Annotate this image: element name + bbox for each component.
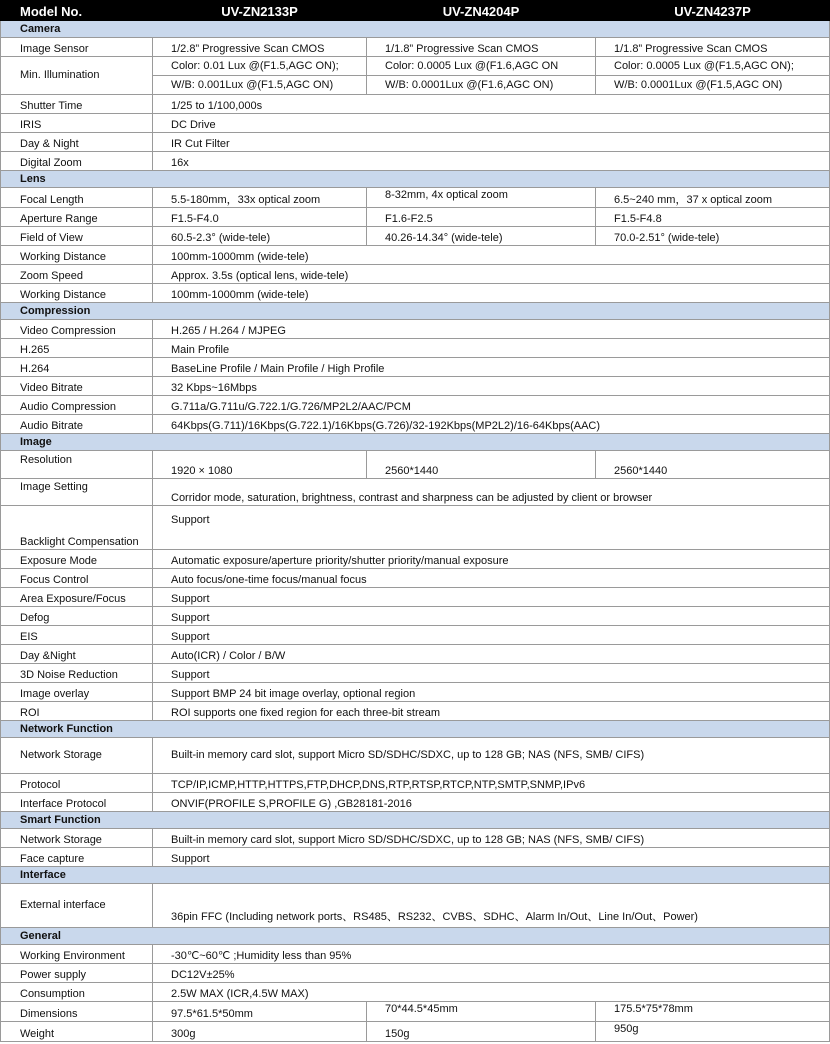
row-value: G.711a/G.711u/G.722.1/G.726/MP2L2/AAC/PCM <box>153 396 830 415</box>
table-row <box>1 550 830 569</box>
row-label: Min. Illumination <box>1 57 153 95</box>
model-no-label: Model No. <box>1 1 153 21</box>
section-general <box>1 928 830 945</box>
row-value: 70*44.5*45mm <box>367 1002 596 1022</box>
row-label: Focus Control <box>1 569 153 588</box>
row-label: H.264 <box>1 358 153 377</box>
row-label: ROI <box>1 702 153 721</box>
table-row <box>1 415 830 434</box>
row-value: ONVIF(PROFILE S,PROFILE G) ,GB28181-2016 <box>153 793 830 812</box>
section-image <box>1 434 830 451</box>
row-label: Dimensions <box>1 1002 153 1022</box>
row-value: Color: 0.01 Lux @(F1.5,AGC ON); <box>153 57 367 76</box>
row-label: Area Exposure/Focus <box>1 588 153 607</box>
row-label: Protocol <box>1 774 153 793</box>
section-title: General <box>1 928 830 945</box>
table-row <box>1 358 830 377</box>
row-value: 2560*1440 <box>596 451 830 479</box>
row-value: 60.5-2.3° (wide-tele) <box>153 227 367 246</box>
table-row <box>1 1002 830 1022</box>
row-value: Support <box>153 664 830 683</box>
row-value: 2.5W MAX (ICR,4.5W MAX) <box>153 983 830 1002</box>
section-lens <box>1 171 830 188</box>
row-value: ROI supports one fixed region for each three-bit stream <box>153 702 830 721</box>
table-row <box>1 246 830 265</box>
row-label: Day &Night <box>1 645 153 664</box>
row-value: Support <box>153 626 830 645</box>
table-row <box>1 284 830 303</box>
row-value: DC Drive <box>153 114 830 133</box>
row-label: Face capture <box>1 848 153 867</box>
row-value: 1/1.8” Progressive Scan CMOS <box>596 38 830 57</box>
row-value: TCP/IP,ICMP,HTTP,HTTPS,FTP,DHCP,DNS,RTP,RTSP,RTCP,NTP,SMTP,SNMP,IPv6 <box>153 774 830 793</box>
model-name: UV-ZN4237P <box>596 1 830 21</box>
row-value: Corridor mode, saturation, brightness, contrast and sharpness can be adjusted by client or browser <box>153 479 830 506</box>
table-row <box>1 133 830 152</box>
row-label: 3D Noise Reduction <box>1 664 153 683</box>
row-value: 150g <box>367 1022 596 1042</box>
row-label: Field of View <box>1 227 153 246</box>
row-label: Audio Compression <box>1 396 153 415</box>
table-row <box>1 702 830 721</box>
row-label: Image Sensor <box>1 38 153 57</box>
section-title: Smart Function <box>1 812 830 829</box>
row-value: F1.5-F4.0 <box>153 208 367 227</box>
row-value: 950g <box>596 1022 830 1042</box>
row-value: Main Profile <box>153 339 830 358</box>
table-row <box>1 683 830 702</box>
row-value: 16x <box>153 152 830 171</box>
table-row <box>1 188 830 208</box>
row-value: 100mm-1000mm (wide-tele) <box>153 246 830 265</box>
row-label: Working Environment <box>1 945 153 964</box>
table-row <box>1 339 830 358</box>
row-value: 100mm-1000mm (wide-tele) <box>153 284 830 303</box>
row-label: Exposure Mode <box>1 550 153 569</box>
table-row <box>1 208 830 227</box>
row-value: 8-32mm, 4x optical zoom <box>367 188 596 208</box>
row-value: 2560*1440 <box>367 451 596 479</box>
row-label: Weight <box>1 1022 153 1042</box>
row-value: 175.5*75*78mm <box>596 1002 830 1022</box>
row-value: Auto(ICR) / Color / B/W <box>153 645 830 664</box>
row-label: Resolution <box>1 451 153 479</box>
table-row <box>1 829 830 848</box>
section-title: Camera <box>1 21 830 38</box>
row-value: 1/1.8” Progressive Scan CMOS <box>367 38 596 57</box>
table-row <box>1 588 830 607</box>
table-row <box>1 451 830 479</box>
row-label: Video Compression <box>1 320 153 339</box>
row-label: Network Storage <box>1 829 153 848</box>
table-row <box>1 848 830 867</box>
table-row <box>1 645 830 664</box>
row-value: 1/25 to 1/100,000s <box>153 95 830 114</box>
row-label: Digital Zoom <box>1 152 153 171</box>
row-value: W/B: 0.0001Lux @(F1.6,AGC ON) <box>367 76 596 95</box>
row-value: Support BMP 24 bit image overlay, optional region <box>153 683 830 702</box>
row-value: Support <box>153 506 830 550</box>
row-value: Built-in memory card slot, support Micro SD/SDHC/SDXC, up to 128 GB; NAS (NFS, SMB/ CIFS) <box>153 738 830 774</box>
row-label: Aperture Range <box>1 208 153 227</box>
row-value: Support <box>153 588 830 607</box>
row-value: 1/2.8” Progressive Scan CMOS <box>153 38 367 57</box>
header-row <box>1 1 830 21</box>
row-value: Support <box>153 848 830 867</box>
table-row <box>1 506 830 550</box>
row-value: F1.6-F2.5 <box>367 208 596 227</box>
row-label: Working Distance <box>1 246 153 265</box>
row-value: DC12V±25% <box>153 964 830 983</box>
section-compression <box>1 303 830 320</box>
table-row <box>1 983 830 1002</box>
row-value: BaseLine Profile / Main Profile / High Profile <box>153 358 830 377</box>
row-label: Shutter Time <box>1 95 153 114</box>
row-value: 97.5*61.5*50mm <box>153 1002 367 1022</box>
row-label: Power supply <box>1 964 153 983</box>
table-row <box>1 664 830 683</box>
row-label: Consumption <box>1 983 153 1002</box>
row-value: 32 Kbps~16Mbps <box>153 377 830 396</box>
row-value: 5.5-180mm，33x optical zoom <box>153 188 367 208</box>
row-value: 64Kbps(G.711)/16Kbps(G.722.1)/16Kbps(G.726)/32-192Kbps(MP2L2)/16-64Kbps(AAC) <box>153 415 830 434</box>
row-label: Defog <box>1 607 153 626</box>
table-row <box>1 396 830 415</box>
section-network <box>1 721 830 738</box>
section-title: Compression <box>1 303 830 320</box>
row-value: H.265 / H.264 / MJPEG <box>153 320 830 339</box>
row-label: Network Storage <box>1 738 153 774</box>
table-row <box>1 320 830 339</box>
row-value: 6.5~240 mm，37 x optical zoom <box>596 188 830 208</box>
row-value: 1920 × 1080 <box>153 451 367 479</box>
row-value: W/B: 0.001Lux @(F1.5,AGC ON) <box>153 76 367 95</box>
row-value: IR Cut Filter <box>153 133 830 152</box>
row-label: Focal Length <box>1 188 153 208</box>
table-row <box>1 377 830 396</box>
row-label: H.265 <box>1 339 153 358</box>
row-value: Automatic exposure/aperture priority/shutter priority/manual exposure <box>153 550 830 569</box>
table-row <box>1 964 830 983</box>
row-value: 300g <box>153 1022 367 1042</box>
model-name: UV-ZN2133P <box>153 1 367 21</box>
row-value: Approx. 3.5s (optical lens, wide-tele) <box>153 265 830 284</box>
section-title: Interface <box>1 867 830 884</box>
section-title: Image <box>1 434 830 451</box>
row-label: Image overlay <box>1 683 153 702</box>
row-value: W/B: 0.0001Lux @(F1.5,AGC ON) <box>596 76 830 95</box>
section-smart <box>1 812 830 829</box>
row-value: Auto focus/one-time focus/manual focus <box>153 569 830 588</box>
table-row <box>1 95 830 114</box>
table-row <box>1 265 830 284</box>
section-camera <box>1 21 830 38</box>
row-label: Interface Protocol <box>1 793 153 812</box>
row-value: Support <box>153 607 830 626</box>
table-row <box>1 479 830 506</box>
table-row <box>1 1022 830 1042</box>
row-label: Audio Bitrate <box>1 415 153 434</box>
row-label: Image Setting <box>1 479 153 506</box>
model-name: UV-ZN4204P <box>367 1 596 21</box>
table-row <box>1 152 830 171</box>
row-label: External interface <box>1 884 153 928</box>
section-title: Network Function <box>1 721 830 738</box>
section-title: Lens <box>1 171 830 188</box>
row-value: 36pin FFC (Including network ports、RS485、RS232、CVBS、SDHC、Alarm In/Out、Line In/Out、Power) <box>153 884 830 928</box>
table-row <box>1 569 830 588</box>
table-row <box>1 38 830 57</box>
table-row <box>1 626 830 645</box>
table-row <box>1 738 830 774</box>
row-value: -30℃~60℃ ;Humidity less than 95% <box>153 945 830 964</box>
row-label: Zoom Speed <box>1 265 153 284</box>
row-value: Color: 0.0005 Lux @(F1.5,AGC ON); <box>596 57 830 76</box>
table-row <box>1 607 830 626</box>
row-value: Color: 0.0005 Lux @(F1.6,AGC ON <box>367 57 596 76</box>
row-value: 70.0-2.51° (wide-tele) <box>596 227 830 246</box>
table-row <box>1 57 830 76</box>
row-label: Video Bitrate <box>1 377 153 396</box>
row-value: 40.26-14.34° (wide-tele) <box>367 227 596 246</box>
section-interface <box>1 867 830 884</box>
table-row <box>1 945 830 964</box>
table-row <box>1 793 830 812</box>
row-label: Backlight Compensation <box>1 506 153 550</box>
row-value: F1.5-F4.8 <box>596 208 830 227</box>
row-label: EIS <box>1 626 153 645</box>
table-row <box>1 774 830 793</box>
table-row <box>1 884 830 928</box>
row-value: Built-in memory card slot, support Micro SD/SDHC/SDXC, up to 128 GB; NAS (NFS, SMB/ CIFS) <box>153 829 830 848</box>
table-row <box>1 227 830 246</box>
row-label: Working Distance <box>1 284 153 303</box>
row-label: IRIS <box>1 114 153 133</box>
table-row <box>1 114 830 133</box>
row-label: Day & Night <box>1 133 153 152</box>
